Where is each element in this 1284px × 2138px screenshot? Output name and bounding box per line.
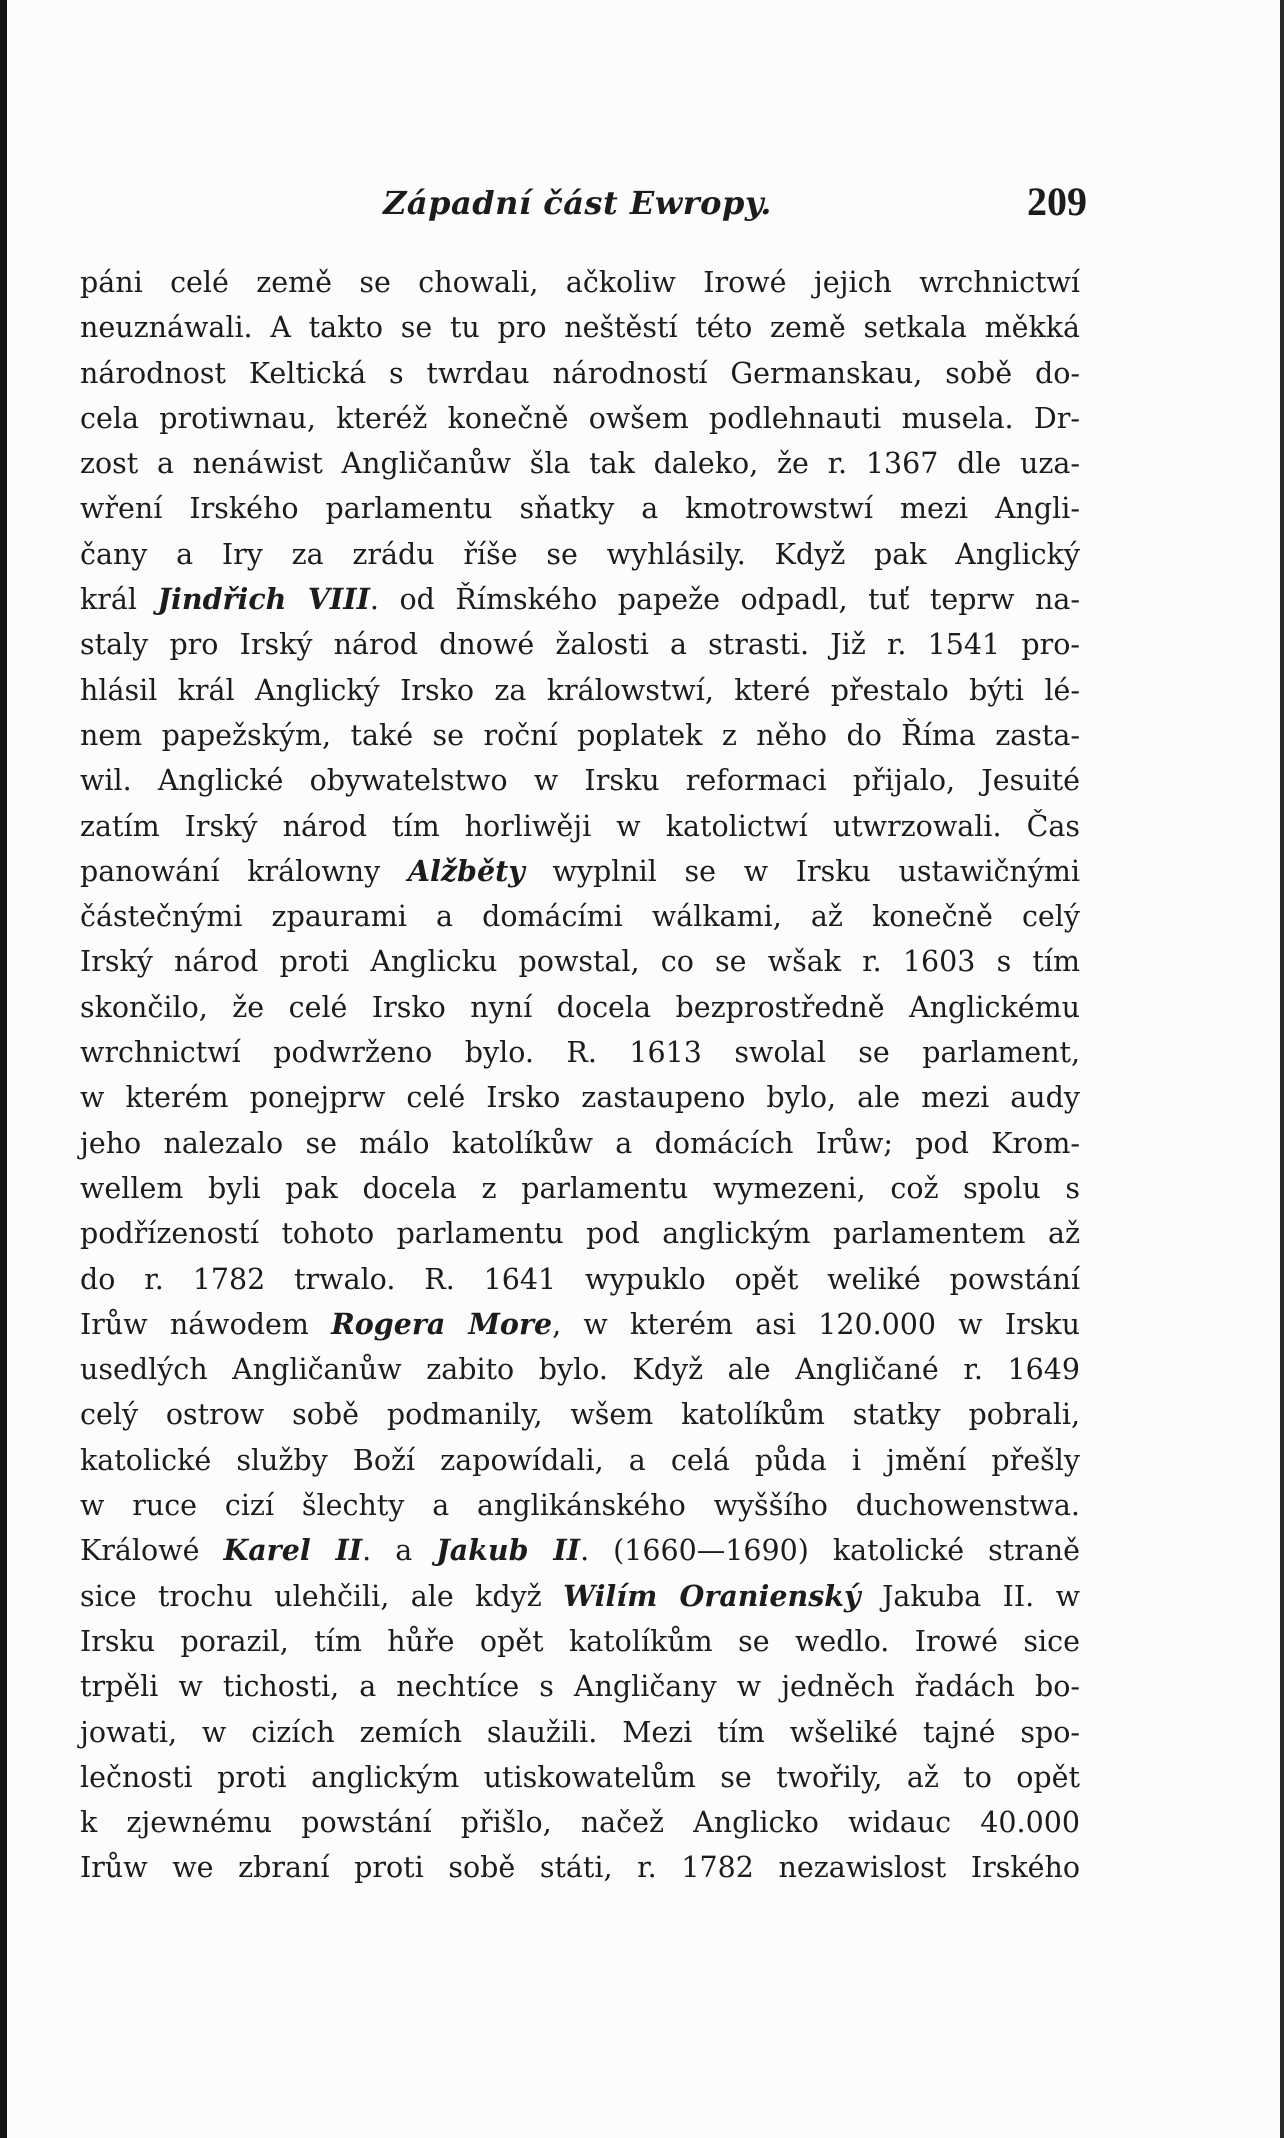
text-segment: wyplnil se w Irsku ustawičnými [524, 854, 1081, 888]
text-line: cela protiwnau, kteréž konečně owšem podlehnauti musela. Dr- [80, 401, 1080, 435]
text-line: lečnosti proti anglickým utiskowatelům se twořily, až to opět [80, 1760, 1080, 1794]
text-line [80, 1302, 1080, 1347]
text-line: neuznáwali. A takto se tu pro neštěstí této země setkala měkká [80, 311, 1080, 345]
text-line: částečnými zpaurami a domácími wálkami, až konečně celý [80, 900, 1080, 934]
italic-name: Alžběty [407, 853, 525, 888]
text-segment: Králowé [80, 1534, 224, 1568]
text-line: w kterém ponejprw celé Irsko zastaupeno bylo, ale mezi audy [80, 1081, 1080, 1115]
text-line: zost a nenáwist Angličanůw šla tak daleko, že r. 1367 dle uza- [80, 447, 1080, 481]
italic-name: Wilím Oranienský [563, 1578, 861, 1613]
italic-name: Jindřich VIII [157, 582, 370, 617]
text-line: staly pro Irský národ dnowé žalosti a strasti. Již r. 1541 pro- [80, 628, 1080, 662]
text-line: národnost Keltická s twrdau národností Germanskau, sobě do- [80, 356, 1080, 390]
text-line [80, 1528, 1080, 1573]
scan-border-left [0, 0, 7, 2138]
text-line: páni celé země se chowali, ačkoliw Irowé jejich wrchnictwí [80, 266, 1080, 299]
scan-border-right [1280, 0, 1284, 2138]
italic-name: Jakub II [436, 1533, 581, 1568]
text-line: k zjewnému powstání přišlo, načež Anglicko widauc 40.000 [80, 1806, 1080, 1840]
text-line: do r. 1782 trwalo. R. 1641 wypuklo opět weliké powstání [80, 1262, 1080, 1296]
italic-name: Karel II [223, 1533, 363, 1568]
text-line: hlásil král Anglický Irsko za králowstwí, které přestalo býti lé- [80, 673, 1080, 707]
book-page [80, 0, 1087, 2138]
text-line: nem papežským, také se roční poplatek z něho do Říma zasta- [80, 718, 1080, 752]
text-line: trpěli w tichosti, a nechtíce s Angličany w jedněch řadách bo- [80, 1670, 1080, 1704]
text-line: w ruce cizí šlechty a anglikánského wyššího duchowenstwa. [80, 1489, 1080, 1523]
text-line: skončilo, že celé Irsko nyní docela bezprostředně Anglickému [80, 990, 1080, 1024]
text-line: wellem byli pak docela z parlamentu wymezeni, což spolu s [80, 1171, 1080, 1205]
text-segment: . a [362, 1534, 437, 1568]
text-line: čany a Iry za zrádu říše se wyhlásily. Když pak Anglický [80, 537, 1080, 571]
page-number: 209 [1027, 179, 1087, 224]
text-line: jowati, w cizích zemích slaužili. Mezi tím wšeliké tajné spo- [80, 1715, 1080, 1749]
text-segment: Irůw náwodem [80, 1307, 332, 1341]
text-line: usedlých Angličanůw zabito bylo. Když ale Angličané r. 1649 [80, 1353, 1080, 1387]
running-head [80, 178, 1087, 238]
text-line: zatím Irský národ tím horliwěji w katolictwí utwrzowali. Čas [80, 809, 1080, 843]
text-segment: Jakuba II. w [860, 1579, 1080, 1613]
text-line: wření Irského parlamentu sňatky a kmotrowstwí mezi Angli- [80, 492, 1080, 526]
text-line: Irský národ proti Anglicku powstal, co se wšak r. 1603 s tím [80, 945, 1080, 979]
text-line: Irůw we zbraní proti sobě státi, r. 1782 nezawislost Irského [80, 1851, 1080, 1885]
text-line: podřízeností tohoto parlamentu pod anglickým parlamentem až [80, 1217, 1080, 1251]
text-segment: . (1660—1690) katolické straně [580, 1534, 1081, 1568]
text-segment: panowání králowny [80, 854, 408, 888]
text-line: wil. Anglické obywatelstwo w Irsku reformaci přijalo, Jesuité [80, 764, 1080, 798]
text-segment: , w kterém asi 120.000 w Irsku [552, 1307, 1080, 1341]
text-line: celý ostrow sobě podmanily, wšem katolíkům statky pobrali, [80, 1398, 1080, 1432]
text-line [80, 1574, 1080, 1619]
text-line: katolické služby Boží zapowídali, a celá půda i jmění přešly [80, 1443, 1080, 1477]
body-text [80, 260, 1080, 1891]
text-segment: . od Římského papeže odpadl, tuť teprw na- [369, 583, 1081, 617]
text-line: wrchnictwí podwrženo bylo. R. 1613 swolal se parlament, [80, 1036, 1080, 1070]
text-line: jeho nalezalo se málo katolíkůw a domácích Irůw; pod Krom- [80, 1126, 1080, 1160]
text-line [80, 849, 1080, 894]
italic-name: Rogera More [331, 1306, 553, 1341]
text-segment: král [80, 583, 158, 617]
text-line: Irsku porazil, tím hůře opět katolíkům se wedlo. Irowé sice [80, 1624, 1080, 1658]
text-segment: sice trochu ulehčili, ale když [80, 1579, 564, 1613]
text-line [80, 577, 1080, 622]
running-title: Západní část Ewropy. [383, 184, 772, 222]
